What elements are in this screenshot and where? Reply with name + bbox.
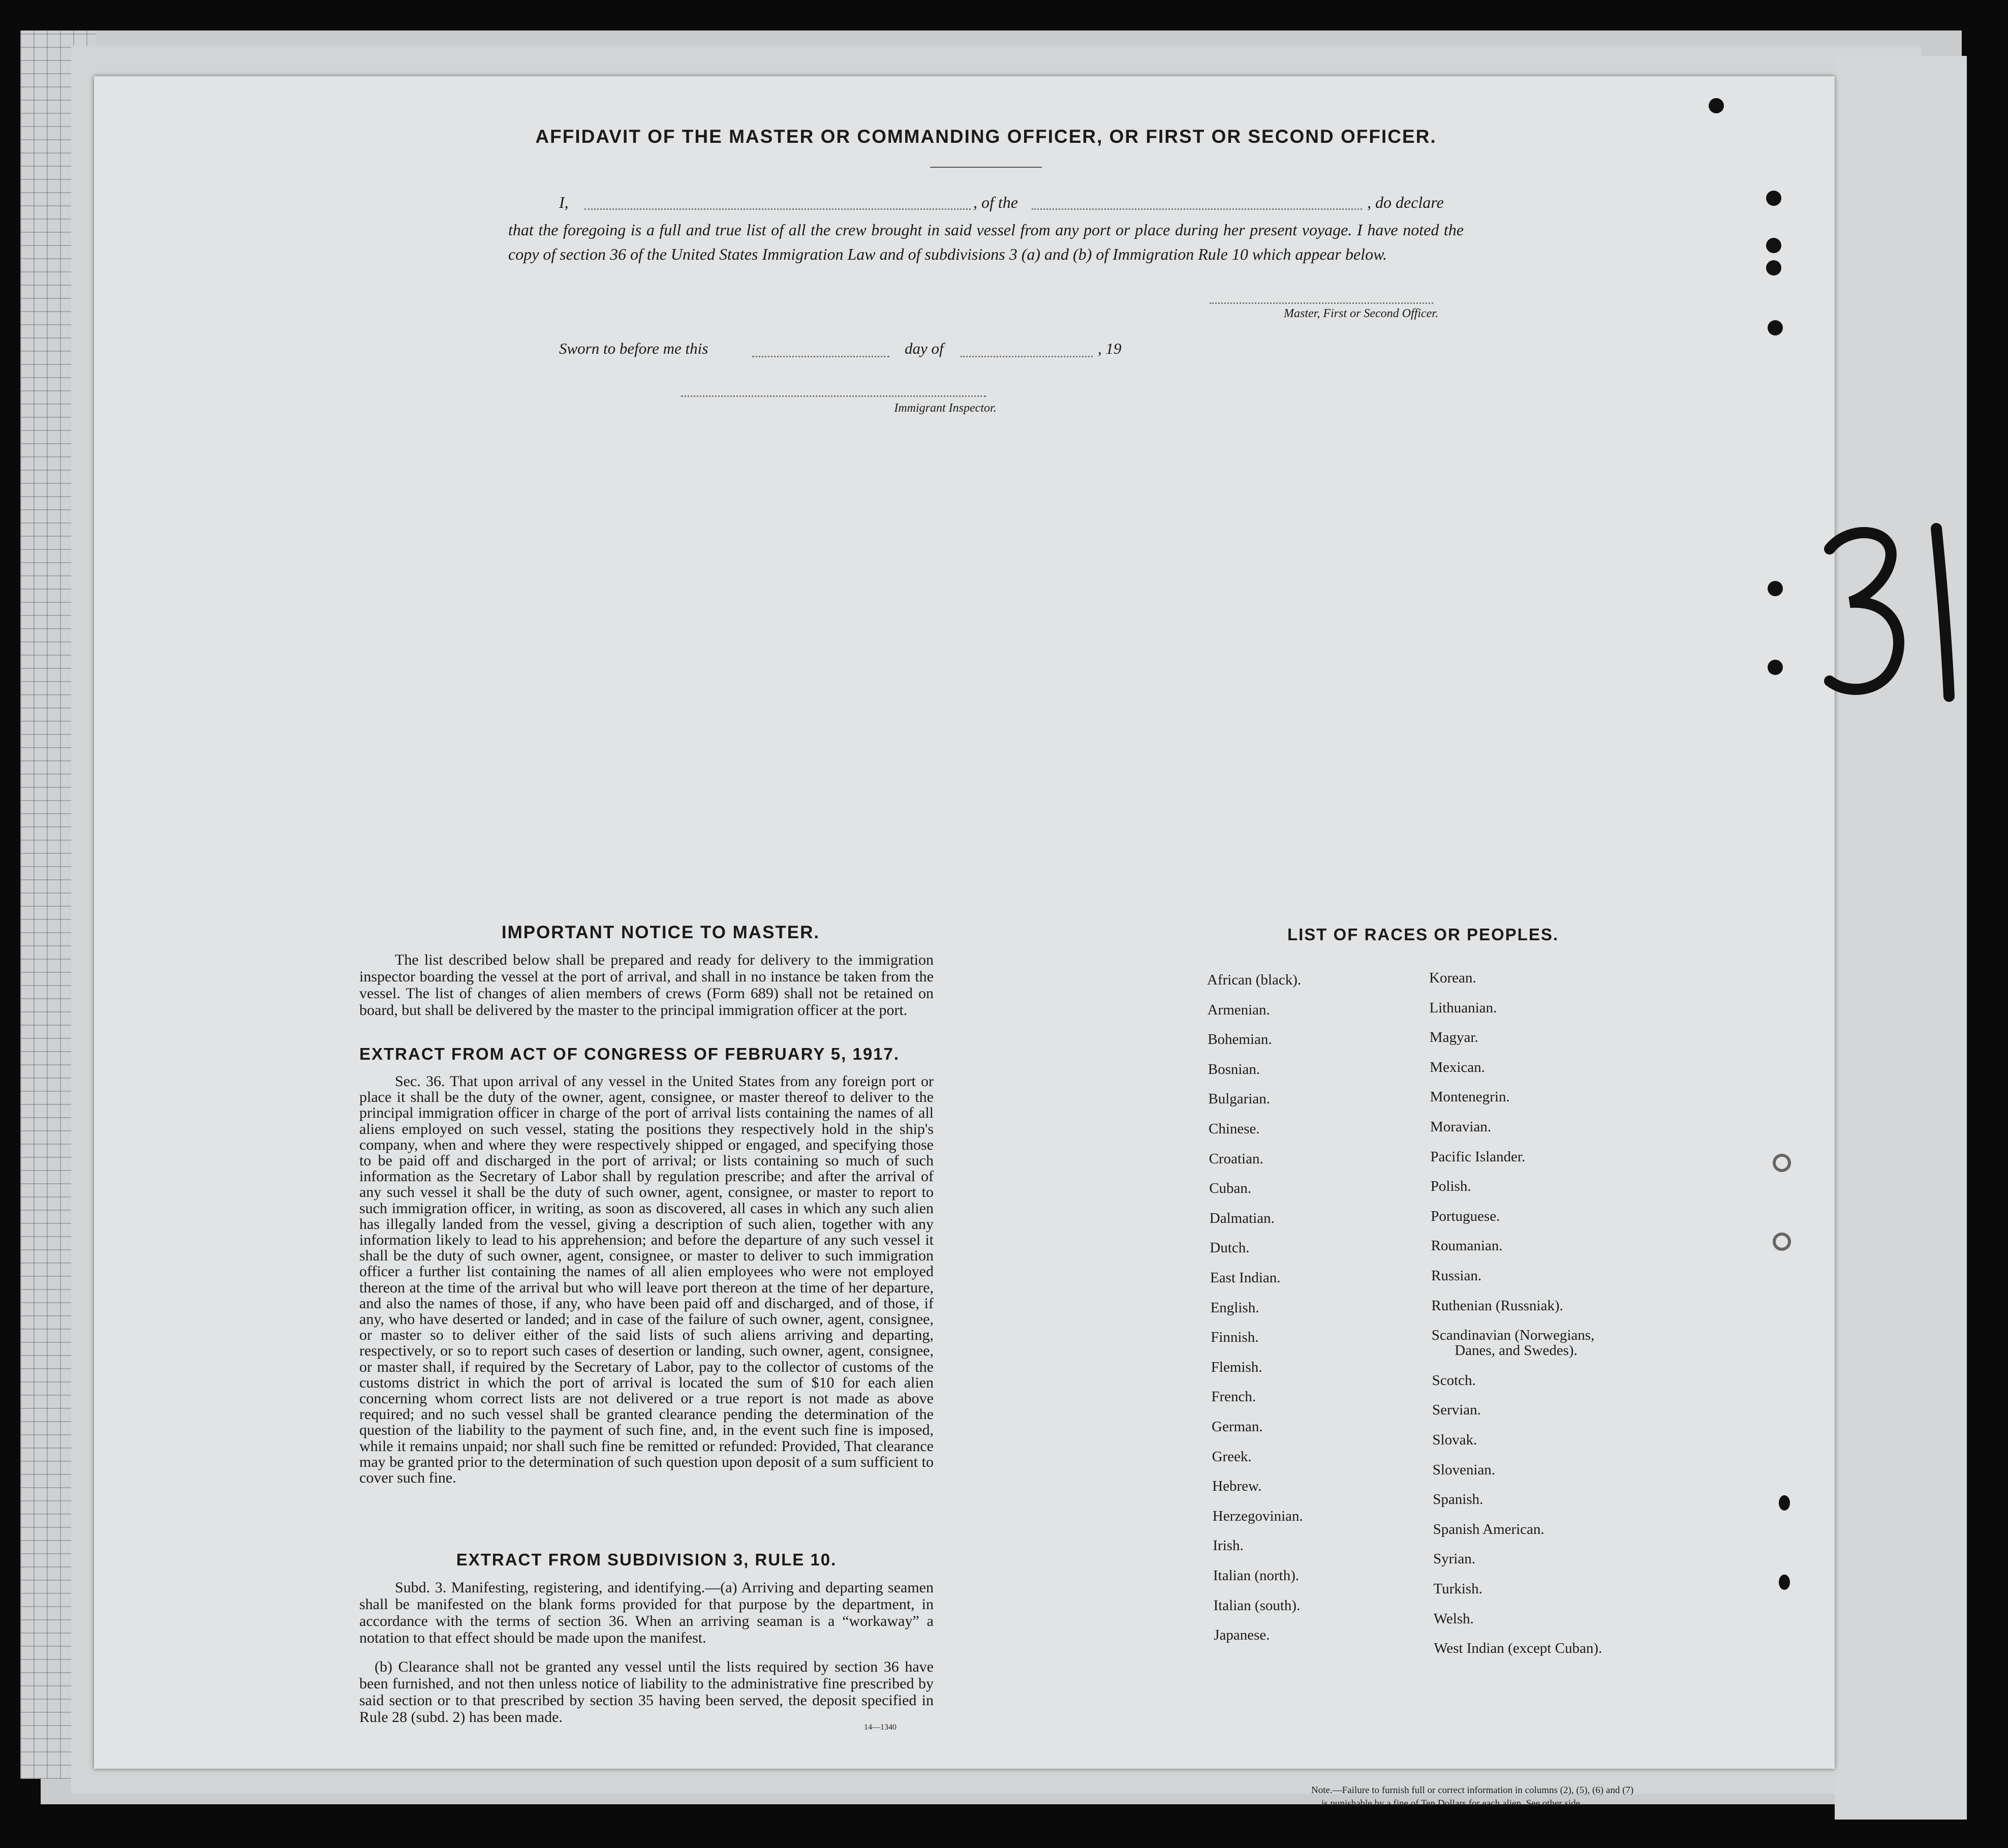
race-item: Russian. [1431,1268,1482,1284]
month-blank[interactable] [961,356,1093,357]
race-item: Welsh. [1433,1610,1474,1627]
race-item: Dalmatian. [1209,1210,1275,1226]
subdivision-body-b: (b) Clearance shall not be granted any vessel until the lists required by section 36 have been furnished, and not then unless notice of liability to the administrative fine prescribed by said section or to that prescribed by section 35 having been served, the deposit specified in Rule 28 (subd. 2) has been made. [359,1658,934,1726]
punch-hole [1768,581,1783,596]
race-item: German. [1212,1419,1263,1435]
race-item: Lithuanian. [1429,999,1497,1016]
punch-hole [1779,1495,1790,1511]
race-item: Montenegrin. [1430,1089,1510,1105]
race-item: Korean. [1429,970,1476,986]
race-item: Servian. [1432,1402,1481,1419]
race-item: Pacific Islander. [1430,1148,1526,1165]
affidavit-title: AFFIDAVIT OF THE MASTER OR COMMANDING OFFICER, OR FIRST OR SECOND OFFICER. [535,126,1437,147]
race-item: Bohemian. [1208,1031,1272,1048]
race-item: Roumanian. [1431,1238,1503,1254]
affidavit-of-the: , of the [973,193,1018,211]
footer-line-1: Note.—Failure to furnish full or correct information in columns (2), (5), (6) and (7) [1311,1785,1634,1796]
footer-note [1311,1784,1819,1810]
form-number: 14—1340 [864,1723,897,1732]
race-item: Turkish. [1433,1581,1482,1597]
notice-body: The list described below shall be prepared and ready for delivery to the immigration inspector boarding the vessel at the port of arrival, and shall in no instance be taken from the vessel. The list of changes of alien members of crews (Form 689) shall not be retained on board, but shall be delivered by the master to the principal immigration officer at the port. [359,951,934,1019]
race-item: Herzegovinian. [1212,1507,1303,1524]
races-title: LIST OF RACES OR PEOPLES. [1287,925,1559,944]
punch-hole [1766,238,1781,253]
race-item: Spanish. [1433,1491,1484,1508]
handwritten-number [1819,513,1982,717]
race-item: Flemish. [1211,1359,1262,1375]
subdivision-body-a: Subd. 3. Manifesting, registering, and identifying.—(a) Arriving and departing seamen shall be manifested on the blank forms provided for that purpose by the department, in accordance with the terms of section 36. When an arriving seaman is a “workaway” a notation to that effect should be made upon the manifest. [359,1579,934,1646]
subdivision-title: EXTRACT FROM SUBDIVISION 3, RULE 10. [456,1550,837,1569]
race-item: West Indian (except Cuban). [1434,1640,1602,1657]
punch-hole [1766,191,1781,206]
affidavit-body: that the foregoing is a full and true list of all the crew brought in said vessel from any port or place during her present voyage. I have noted the copy of section 36 of the United States Immigration Law and of subdivisions 3 (a) and (b) of Immigration Rule 10 which appear below. [508,221,1464,263]
race-item: Bosnian. [1208,1061,1260,1077]
race-item: English. [1210,1299,1259,1316]
title-underline [930,167,1042,168]
signature-label: Master, First or Second Officer. [1284,307,1438,320]
race-item: Danes, and Swedes). [1455,1342,1578,1359]
sworn-day-blank[interactable] [752,356,889,357]
race-item: Armenian. [1207,1001,1270,1018]
race-item: African (black). [1207,972,1302,988]
race-item: Japanese. [1214,1627,1270,1644]
race-item: Italian (north). [1213,1567,1300,1584]
signature-blank[interactable] [1210,302,1433,304]
punch-hole [1773,1233,1791,1251]
affidavit-i: I, [559,193,569,211]
vessel-blank[interactable] [1032,208,1362,210]
race-item: Slovenian. [1432,1461,1496,1478]
punch-hole [1779,1575,1790,1590]
punch-hole [1773,1154,1791,1172]
punch-hole [1766,260,1781,275]
race-item: Hebrew. [1212,1478,1262,1495]
race-item: Croatian. [1209,1150,1263,1167]
race-item: Cuban. [1209,1180,1252,1197]
race-item: Magyar. [1429,1029,1478,1046]
race-item: Chinese. [1209,1121,1260,1137]
race-item: Ruthenian (Russniak). [1431,1297,1563,1314]
race-item: Syrian. [1433,1551,1475,1567]
year-text: , 19 [1098,340,1122,357]
punch-hole [1768,660,1783,675]
inspector-label: Immigrant Inspector. [894,402,997,415]
race-item: Finnish. [1211,1329,1259,1346]
race-item: Portuguese. [1431,1208,1500,1224]
underlying-sheet-edge [1835,56,1967,1820]
race-item: Greek. [1212,1448,1252,1465]
sworn-text: Sworn to before me this [559,340,708,357]
act-title: EXTRACT FROM ACT OF CONGRESS OF FEBRUARY 5, 1917. [359,1044,900,1063]
footer-line-2: is punishable by a fine of Ten Dollars for each alien. See other side. [1321,1798,1583,1809]
punch-hole [1709,98,1724,113]
name-blank[interactable] [584,208,971,210]
race-item: Scandinavian (Norwegians, [1431,1327,1595,1344]
race-item: French. [1211,1389,1256,1405]
race-item: East Indian. [1210,1270,1281,1286]
race-item: Moravian. [1430,1119,1491,1135]
race-item: Spanish American. [1433,1521,1544,1537]
race-item: Mexican. [1430,1059,1485,1075]
inspector-blank[interactable] [681,395,986,397]
race-item: Polish. [1430,1178,1471,1195]
day-of-text: day of [905,340,944,357]
race-item: Scotch. [1432,1372,1476,1389]
race-item: Bulgarian. [1208,1091,1270,1107]
digit-3 [1830,533,1899,689]
act-body: Sec. 36. That upon arrival of any vessel in the United States from any foreign port or place it shall be the duty of the owner, agent, consignee, or master thereof to deliver to the principal immigration officer in charge of the port of arrival lists containing the names of all aliens employed on such vessel, stating the positions they respectively hold in the ship's company, when and where they were respectively shipped or engaged, and specifying those to be paid off and discharged in the port of arrival; or lists containing so much of such information as the Secretary of Labor shall by regulation prescribe; and after the arrival of any such vessel it shall be the duty of such owner, agent, consignee, or master to report to such immigration officer, in writing, as soon as discovered, all cases in which any such alien has illegally landed from the vessel, giving a description of such alien, together with any information likely to lead to his apprehension; and before the departure of any such vessel it shall be the duty of such owner, agent, consignee, or master to deliver to such immigration officer a further list containing the names of all alien employees who were not employed thereon at the time of the arrival but who will leave port thereon at the time of her departure, and also the names of those, if any, who have been paid off and discharged, and of those, if any, who have deserted or landed; and in case of the failure of such owner, agent, consignee, or master so to deliver either of the said lists of such aliens arriving and departing, respectively, or so to report such cases of desertion or landing, such owner, agent, consignee, or master shall, if required by the Secretary of Labor, pay to the collector of customs of the customs district in which the port of arrival is located the sum of $10 for each alien concerning whom correct lists are not delivered or a true report is not made as above required; and no such vessel shall be granted clearance pending the determination of the question of the liability to the payment of such fine, and, in the event such fine is imposed, while it remains unpaid; nor shall such fine be remitted or refunded: Provided, That clearance may be granted prior to the determination of such question upon deposit of a sum sufficient to cover such fine. [359,1073,934,1487]
digit-1 [1936,529,1949,696]
punch-hole [1768,320,1783,335]
race-item: Dutch. [1210,1240,1250,1256]
race-item: Irish. [1213,1537,1244,1554]
affidavit-declare: , do declare [1367,193,1444,211]
notice-title: IMPORTANT NOTICE TO MASTER. [501,922,820,942]
race-item: Slovak. [1432,1432,1477,1448]
race-item: Italian (south). [1213,1597,1301,1614]
